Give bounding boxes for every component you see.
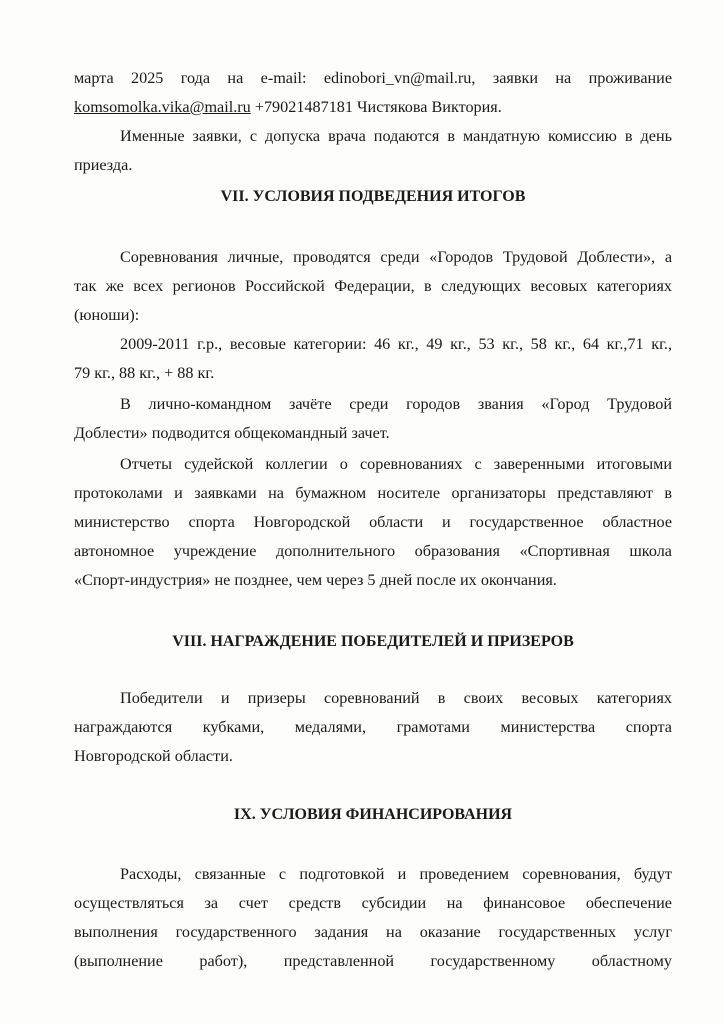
section-heading: VIII. НАГРАЖДЕНИЕ ПОБЕДИТЕЛЕЙ И ПРИЗЕРОВ [172,633,574,650]
paragraph-line: Именные заявки, с допуска врача подаются в мандатную комиссию в день [120,127,672,145]
text: заявки на проживание [492,69,673,87]
email-link[interactable]: komsomolka.vika@mail.ru [74,98,251,116]
paragraph-line: (выполнение работ), представленной государственному областному [74,952,672,970]
paragraph-line: (юноши): [74,306,140,324]
text: +79021487181 Чистякова Виктория. [250,98,502,116]
paragraph-line: Отчеты судейской коллегии о соревнованиях с заверенными итоговыми [120,455,672,473]
paragraph-line: награждаются кубками, медалями, грамотами министерства спорта [74,718,672,736]
paragraph-line: Соревнования личные, проводятся среди «Городов Трудовой Доблести», а [120,248,672,266]
paragraph-line: так же всех регионов Российской Федерации, в следующих весовых категориях [74,277,672,295]
paragraph-line: Расходы, связанные с подготовкой и проведением соревнования, будут [120,865,672,883]
paragraph-line: Доблести» подводится общекомандный зачет. [74,424,390,442]
paragraph-line: 2009-2011 г.р., весовые категории: 46 кг., 49 кг., 53 кг., 58 кг., 64 кг.,71 кг., [120,335,672,353]
paragraph-line: Новгородской области. [74,747,233,765]
section-heading: IX. УСЛОВИЯ ФИНАНСИРОВАНИЯ [233,806,513,823]
paragraph-line: «Спорт-индустрия» не позднее, чем через 5 дней после их окончания. [74,571,557,589]
paragraph-line: В лично-командном зачёте среди городов звания «Город Трудовой [120,395,672,413]
paragraph-line: автономное учреждение дополнительного образования «Спортивная школа [74,542,672,560]
paragraph-line: приезда. [74,156,133,174]
email-link[interactable]: edinobori_vn@mail.ru, [323,69,476,87]
section-heading: VII. УСЛОВИЯ ПОДВЕДЕНИЯ ИТОГОВ [220,188,526,205]
paragraph-line: Победители и призеры соревнований в своих весовых категориях [120,689,672,707]
paragraph-line [74,68,672,88]
paragraph-line: выполнения государственного задания на оказание государственных услуг [74,923,672,941]
paragraph-line: 79 кг., 88 кг., + 88 кг. [74,364,215,382]
paragraph-line [74,97,672,117]
paragraph-line: осуществляться за счет средств субсидии на финансовое обеспечение [74,894,672,912]
text: марта 2025 года на e-mail: [74,69,307,87]
paragraph-line: протоколами и заявками на бумажном носителе организаторы представляют в [74,484,672,502]
paragraph-line: министерство спорта Новгородской области и государственное областное [74,513,672,531]
